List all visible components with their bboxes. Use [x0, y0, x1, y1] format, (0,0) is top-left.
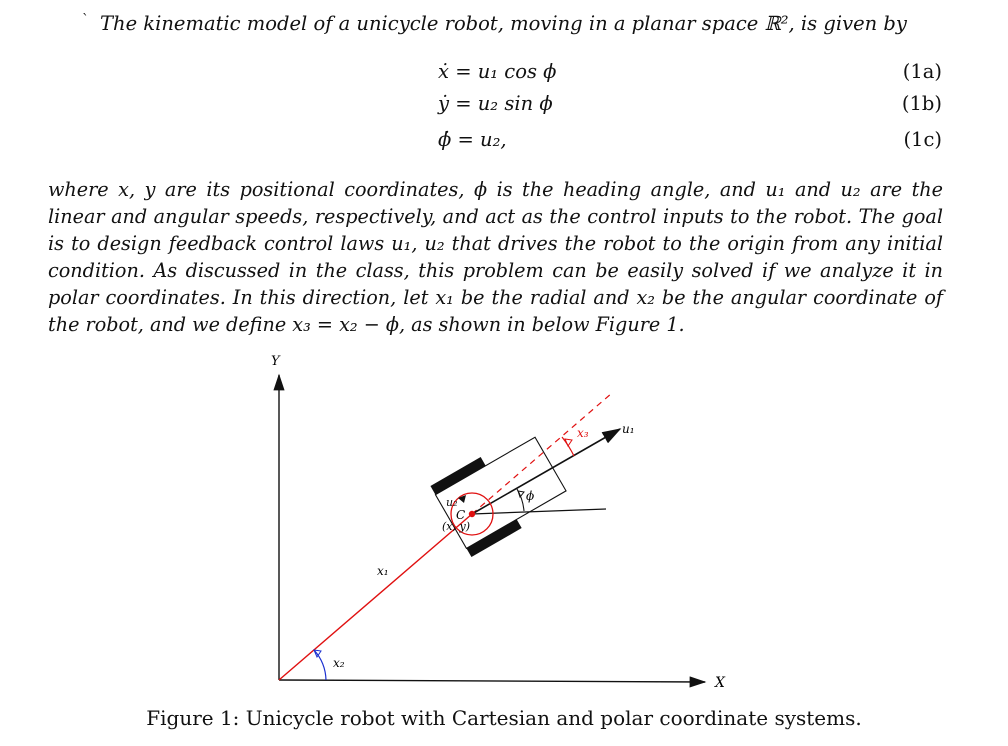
body-paragraph: where x, y are its positional coordinates, ϕ is the heading angle, and u₁ and u₂ are the linear and angular speeds, respectively, and act as the control inputs to the robot. The goal is to design feedback control laws u₁, u₂ that drives the robot to the origin from any initial condition. As discussed in the class, this problem can be easily solved if we analyze it in polar coordinates. In this direction, let x₁ be the radial and x₂ be the angular coordinate of the robot, and we define x₃ = x₂ − ϕ, as shown in below Figure 1.	[48, 178, 943, 336]
x3-arrow-icon	[565, 439, 572, 446]
equation-body: ẏ = u₂ sin ϕ	[438, 92, 553, 115]
heading-arrow	[472, 429, 620, 514]
y-axis-label: Y	[271, 354, 280, 369]
equation-number: (1c)	[903, 128, 942, 151]
u1-label: u₁	[622, 422, 635, 436]
u2-label: u₂	[446, 496, 458, 509]
radial-extension-dashed	[472, 393, 612, 514]
x-axis-label: X	[715, 675, 725, 691]
figure-caption: Figure 1: Unicycle robot with Cartesian and polar coordinate systems.	[146, 706, 862, 730]
equation-1a	[0, 60, 1008, 90]
phi-label: ϕ	[526, 489, 535, 503]
radial-line	[279, 514, 472, 680]
x3-label: x₃	[577, 426, 589, 440]
stray-mark: `	[82, 12, 89, 28]
right-wheel	[466, 519, 521, 557]
intro-sentence: The kinematic model of a unicycle robot, moving in a planar space ℝ², is given by	[100, 12, 907, 35]
left-wheel	[430, 457, 485, 495]
robot-center	[469, 511, 475, 517]
equation-1c	[0, 128, 1008, 158]
equation-number: (1a)	[902, 60, 942, 83]
x1-label: x₁	[377, 564, 389, 578]
c-label: C	[456, 508, 466, 522]
equation-number: (1b)	[901, 92, 942, 115]
unicycle-figure	[0, 345, 1008, 695]
x2-label: x₂	[333, 656, 345, 670]
equation-body: ẋ = u₁ cos ϕ	[438, 60, 557, 83]
equation-body: ϕ̇ = u₂,	[438, 128, 507, 151]
x-axis	[279, 680, 705, 682]
position-label: (x, y)	[442, 520, 470, 533]
equation-1b	[0, 92, 1008, 122]
